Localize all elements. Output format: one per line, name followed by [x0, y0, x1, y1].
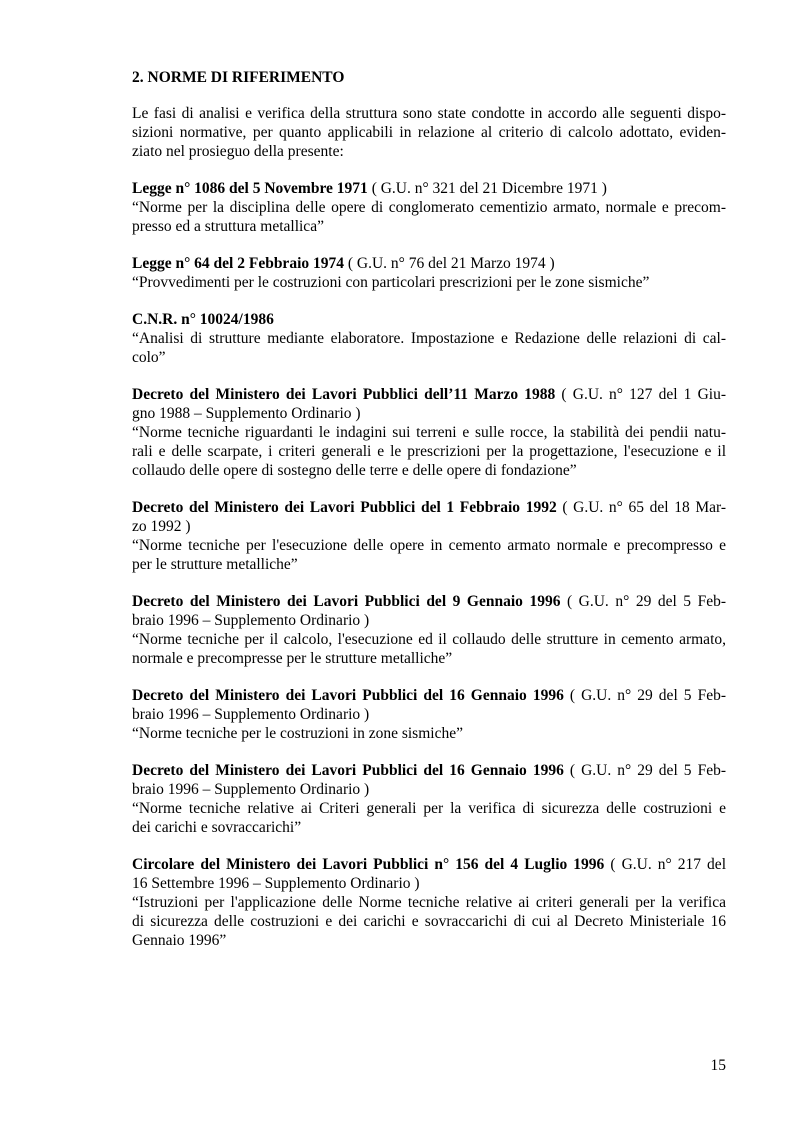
reference-gazette: ( G.U. n° 29 del 5 Feb-	[563, 687, 726, 704]
page-number: 15	[710, 1057, 726, 1074]
reference-heading-line	[132, 761, 726, 780]
reference-description-line: Gennaio 1996”	[132, 932, 227, 949]
reference-heading-line	[132, 855, 726, 874]
reference-description-line: “Norme tecniche per l'esecuzione delle opere in cemento armato normale e precompresso e	[132, 537, 726, 554]
reference-title: C.N.R. n° 10024/1986	[132, 311, 274, 328]
reference-item	[132, 385, 726, 480]
reference-description-line: “Istruzioni per l'applicazione delle Norme tecniche relative ai criteri generali per la verifica	[132, 894, 726, 911]
intro-line: Le fasi di analisi e verifica della struttura sono state condotte in accordo alle seguenti dispo-	[132, 105, 726, 122]
reference-heading-line	[132, 592, 726, 611]
reference-title: Circolare del Ministero dei Lavori Pubblici n° 156 del 4 Luglio 1996	[132, 856, 605, 873]
reference-item	[132, 761, 726, 837]
reference-gazette: ( G.U. n° 76 del 21 Marzo 1974 )	[344, 255, 555, 272]
reference-description-line: dei carichi e sovraccarichi”	[132, 819, 302, 836]
reference-heading-line	[132, 686, 726, 705]
document-body	[132, 104, 726, 968]
reference-title: Decreto del Ministero dei Lavori Pubblici dell’11 Marzo 1988	[132, 386, 556, 403]
reference-title: Legge n° 64 del 2 Febbraio 1974	[132, 255, 344, 272]
reference-heading-line	[132, 498, 726, 517]
reference-item	[132, 498, 726, 574]
reference-gazette-continuation: braio 1996 – Supplemento Ordinario )	[132, 781, 370, 798]
reference-title: Decreto del Ministero dei Lavori Pubblici del 16 Gennaio 1996	[132, 762, 564, 779]
reference-description-line: presso ed a struttura metallica”	[132, 218, 324, 235]
section-heading: 2. NORME DI RIFERIMENTO	[132, 69, 345, 86]
intro-line: ziato nel prosieguo della presente:	[132, 143, 344, 160]
reference-gazette: ( G.U. n° 127 del 1 Giu-	[555, 386, 726, 403]
reference-heading-line	[132, 179, 726, 198]
reference-item	[132, 254, 726, 292]
reference-title: Decreto del Ministero dei Lavori Pubblici del 1 Febbraio 1992	[132, 499, 557, 516]
reference-title: Decreto del Ministero dei Lavori Pubblici del 16 Gennaio 1996	[132, 687, 564, 704]
reference-item	[132, 179, 726, 236]
reference-description-line: “Provvedimenti per le costruzioni con particolari prescrizioni per le zone sismiche”	[132, 274, 650, 291]
reference-description-line: “Norme per la disciplina delle opere di conglomerato cementizio armato, normale e precom-	[132, 199, 726, 216]
reference-heading-line	[132, 385, 726, 404]
reference-description-line: normale e precompresse per le strutture metalliche”	[132, 650, 453, 667]
reference-description-line: “Norme tecniche per il calcolo, l'esecuzione ed il collaudo delle strutture in cemento armato,	[132, 631, 726, 648]
reference-gazette-continuation: gno 1988 – Supplemento Ordinario )	[132, 405, 361, 422]
reference-title: Decreto del Ministero dei Lavori Pubblici del 9 Gennaio 1996	[132, 593, 561, 610]
reference-gazette: ( G.U. n° 321 del 21 Dicembre 1971 )	[367, 180, 607, 197]
reference-description-line: di sicurezza delle costruzioni e dei carichi e sovraccarichi di cui al Decreto Ministeriale 16	[132, 913, 726, 930]
reference-item	[132, 592, 726, 668]
reference-description-line: “Analisi di strutture mediante elaboratore. Impostazione e Redazione delle relazioni di cal-	[132, 330, 726, 347]
reference-gazette: ( G.U. n° 29 del 5 Feb-	[563, 762, 726, 779]
reference-description-line: rali e delle scarpate, i criteri generali e le prescrizioni per la progettazione, l'esecuzione e il	[132, 443, 726, 460]
reference-title: Legge n° 1086 del 5 Novembre 1971	[132, 180, 368, 197]
intro-paragraph	[132, 104, 726, 161]
reference-description-line: collaudo delle opere di sostegno delle terre e delle opere di fondazione”	[132, 462, 577, 479]
reference-gazette-continuation: zo 1992 )	[132, 518, 191, 535]
reference-description-line: per le strutture metalliche”	[132, 556, 298, 573]
reference-gazette: ( G.U. n° 65 del 18 Mar-	[556, 499, 727, 516]
reference-gazette-continuation: 16 Settembre 1996 – Supplemento Ordinario )	[132, 875, 420, 892]
reference-gazette: ( G.U. n° 29 del 5 Feb-	[560, 593, 726, 610]
reference-gazette: ( G.U. n° 217 del	[604, 856, 726, 873]
reference-description-line: “Norme tecniche riguardanti le indagini sui terreni e sulle rocce, la stabilità dei pendii natu-	[132, 424, 726, 441]
reference-item	[132, 855, 726, 950]
reference-item	[132, 686, 726, 743]
reference-description-line: colo”	[132, 349, 166, 366]
reference-heading-line	[132, 254, 726, 273]
reference-gazette-continuation: braio 1996 – Supplemento Ordinario )	[132, 612, 370, 629]
intro-line: sizioni normative, per quanto applicabili in relazione al criterio di calcolo adottato, eviden-	[132, 124, 726, 141]
reference-heading-line	[132, 310, 726, 329]
reference-gazette-continuation: braio 1996 – Supplemento Ordinario )	[132, 706, 370, 723]
reference-description-line: “Norme tecniche per le costruzioni in zone sismiche”	[132, 725, 463, 742]
reference-description-line: “Norme tecniche relative ai Criteri generali per la verifica di sicurezza delle costruzioni e	[132, 800, 726, 817]
reference-item	[132, 310, 726, 367]
